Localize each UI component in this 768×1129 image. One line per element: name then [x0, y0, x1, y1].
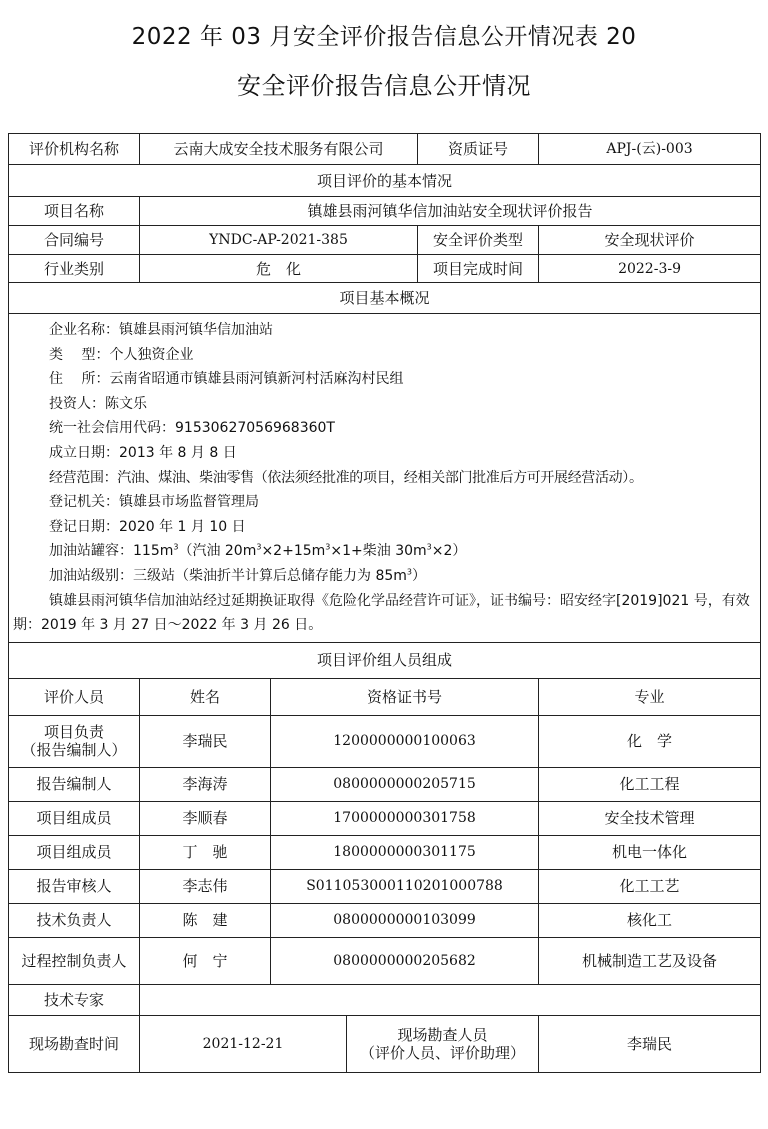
section-team-heading: 项目评价组人员组成	[9, 642, 761, 678]
team-role: 报告审核人	[9, 869, 140, 903]
registration-authority-line: 登记机关：镇雄县市场监督管理局	[49, 494, 259, 511]
team-row	[9, 869, 761, 903]
done-time-value: 2022-3-9	[539, 255, 761, 283]
team-cert: 0800000000205715	[271, 767, 539, 801]
team-major: 机电一体化	[539, 835, 761, 869]
section-overview-heading: 项目基本概况	[9, 283, 761, 314]
section-team-row	[9, 642, 761, 678]
team-role: 项目负责 （报告编制人）	[9, 715, 140, 767]
contract-label: 合同编号	[9, 226, 140, 255]
team-role: 项目组成员	[9, 835, 140, 869]
credit-code-line: 统一社会信用代码：91530627056968360T	[49, 420, 335, 437]
team-name: 陈 建	[140, 903, 271, 937]
overview-row	[9, 314, 761, 643]
survey-people-label: 现场勘查人员 （评价人员、评价助理）	[347, 1015, 539, 1072]
tank-capacity-total: 加油站罐容：115m	[49, 543, 174, 560]
team-row	[9, 903, 761, 937]
tank-capacity-line: 加油站罐容：$115m^3$（汽油 $20m^3\times 2+15m^3\times 1+$柴油 $30m^3\times 2$）	[49, 542, 467, 560]
team-name: 李顺春	[140, 801, 271, 835]
section-basic-row	[9, 165, 761, 197]
team-row	[9, 715, 761, 767]
expert-value	[140, 984, 761, 1015]
team-row	[9, 801, 761, 835]
team-header-row	[9, 678, 761, 715]
team-major: 化 学	[539, 715, 761, 767]
industry-row	[9, 255, 761, 283]
team-row	[9, 835, 761, 869]
project-name-row	[9, 197, 761, 226]
section-overview-row	[9, 283, 761, 314]
team-name: 何 宁	[140, 937, 271, 984]
team-major: 核化工	[539, 903, 761, 937]
team-cert: 1800000000301175	[271, 835, 539, 869]
industry-value: 危 化	[140, 255, 418, 283]
team-name: 李海涛	[140, 767, 271, 801]
cert-label: 资质证号	[418, 134, 539, 165]
team-cert: 0800000000205682	[271, 937, 539, 984]
done-time-label: 项目完成时间	[418, 255, 539, 283]
team-name: 丁 驰	[140, 835, 271, 869]
team-role: 过程控制负责人	[9, 937, 140, 984]
team-header-major: 专业	[539, 678, 761, 715]
team-major: 化工工程	[539, 767, 761, 801]
team-cert: S011053000110201000788	[271, 869, 539, 903]
team-major: 化工工艺	[539, 869, 761, 903]
info-table	[8, 133, 761, 1073]
expert-label: 技术专家	[9, 984, 140, 1015]
team-role: 报告编制人	[9, 767, 140, 801]
license-paragraph: 镇雄县雨河镇华信加油站经过延期换证取得《危险化学品经营许可证》，证书编号：昭安经字[2019]021 号，有效期：2019 年 3 月 27 日～2022 年 3 月 26 日。	[13, 592, 750, 634]
team-header-cert: 资格证书号	[271, 678, 539, 715]
company-type-line: 类 型：个人独资企业	[49, 346, 194, 363]
survey-time-label: 现场勘查时间	[9, 1015, 140, 1072]
station-level-line: 加油站级别：三级站（柴油折半计算后总储存能力为 $85m^3$）	[49, 567, 426, 584]
document-subtitle: 安全评价报告信息公开情况	[237, 72, 531, 100]
team-row	[9, 767, 761, 801]
team-header-name: 姓名	[140, 678, 271, 715]
eval-type-value: 安全现状评价	[539, 226, 761, 255]
business-scope-line: 经营范围：汽油、煤油、柴油零售（依法须经批准的项目，经相关部门批准后方可开展经营活动）。	[49, 469, 643, 486]
eval-type-label: 安全评价类型	[418, 226, 539, 255]
org-row	[9, 134, 761, 165]
company-address-line: 住 所：云南省昭通市镇雄县雨河镇新河村活麻沟村民组	[49, 371, 404, 388]
team-major: 机械制造工艺及设备	[539, 937, 761, 984]
org-label: 评价机构名称	[9, 134, 140, 165]
team-name: 李志伟	[140, 869, 271, 903]
team-name: 李瑞民	[140, 715, 271, 767]
contract-value: YNDC-AP-2021-385	[140, 226, 418, 255]
founded-date-line: 成立日期：2013 年 8 月 8 日	[49, 444, 237, 461]
cert-value: APJ-(云)-003	[539, 134, 761, 165]
survey-row	[9, 1015, 761, 1072]
company-name-line: 企业名称：镇雄县雨河镇华信加油站	[49, 322, 273, 338]
expert-row	[9, 984, 761, 1015]
team-role: 技术负责人	[9, 903, 140, 937]
survey-time-value: 2021-12-21	[140, 1015, 347, 1072]
org-value: 云南大成安全技术服务有限公司	[140, 134, 418, 165]
team-cert: 1700000000301758	[271, 801, 539, 835]
team-major: 安全技术管理	[539, 801, 761, 835]
survey-people-value: 李瑞民	[539, 1015, 761, 1072]
team-cert: 1200000000100063	[271, 715, 539, 767]
registration-date-line: 登记日期：2020 年 1 月 10 日	[49, 518, 246, 535]
document-title: 2022 年 03 月安全评价报告信息公开情况表 20	[131, 24, 637, 50]
section-basic-heading: 项目评价的基本情况	[9, 165, 761, 197]
team-role: 项目组成员	[9, 801, 140, 835]
project-name-label: 项目名称	[9, 197, 140, 226]
project-name-value: 镇雄县雨河镇华信加油站安全现状评价报告	[140, 197, 761, 226]
team-cert: 0800000000103099	[271, 903, 539, 937]
overview-cell	[9, 314, 761, 643]
investor-line: 投资人：陈文乐	[49, 395, 147, 412]
team-header-role: 评价人员	[9, 678, 140, 715]
team-row	[9, 937, 761, 984]
contract-row	[9, 226, 761, 255]
industry-label: 行业类别	[9, 255, 140, 283]
